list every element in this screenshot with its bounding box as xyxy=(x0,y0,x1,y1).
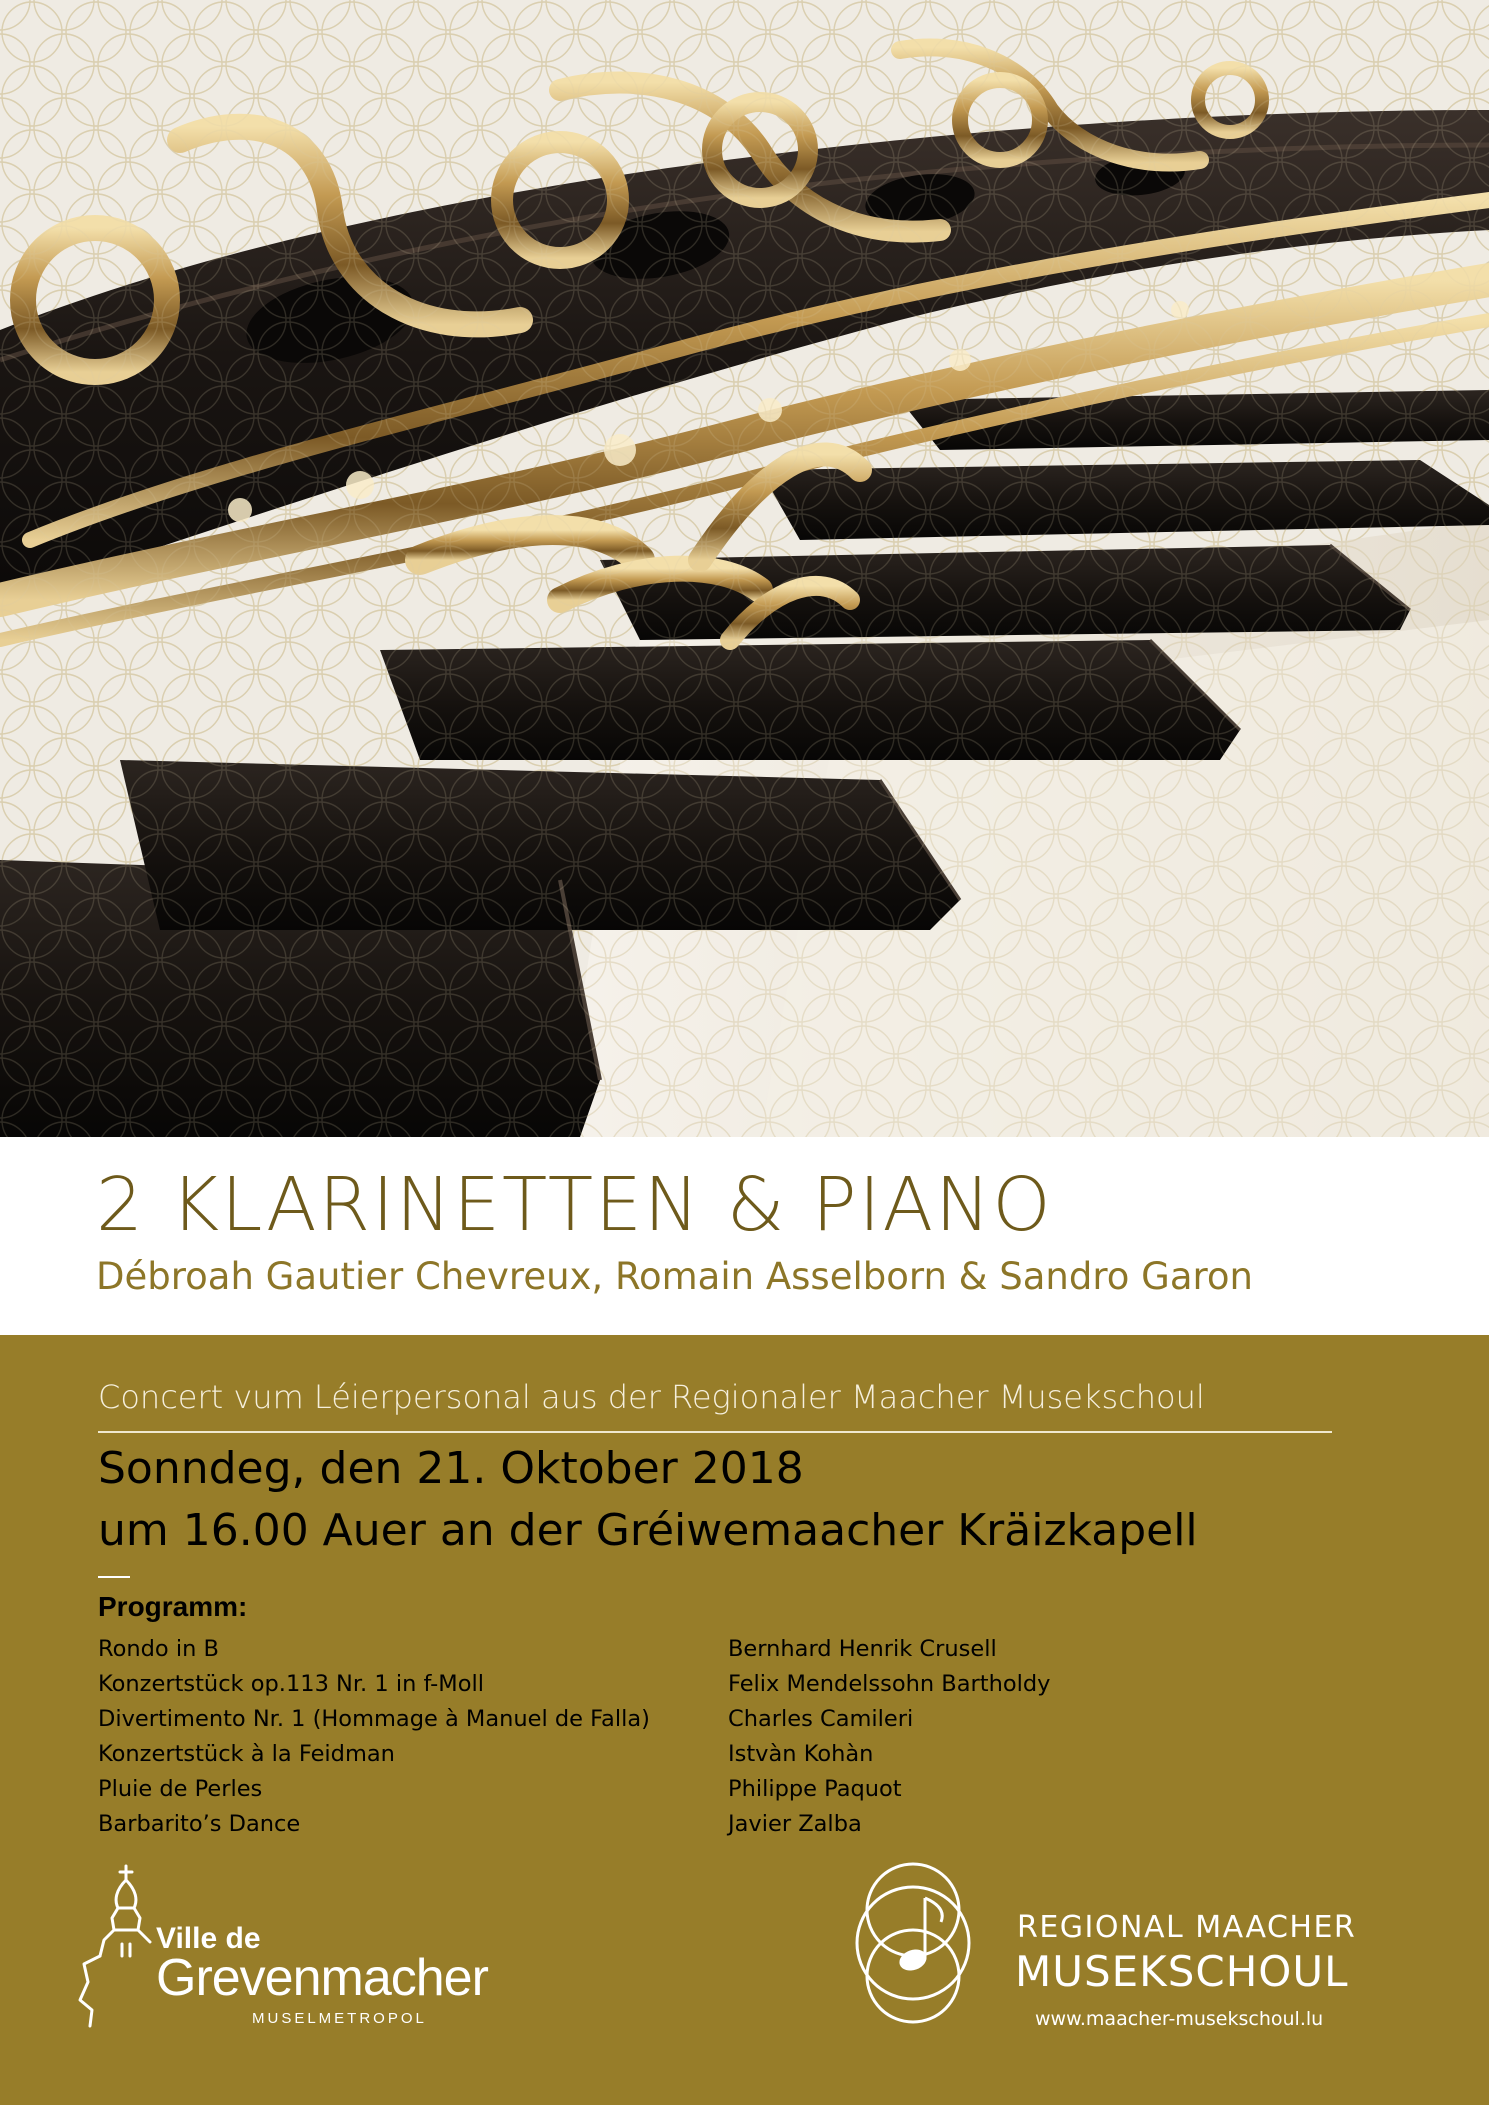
town-logo-name: Grevenmacher xyxy=(156,1949,488,2007)
program-piece: Barbarito’s Dance xyxy=(98,1811,301,1837)
program-piece: Konzertstück à la Feidman xyxy=(98,1741,395,1767)
school-logo-line1: REGIONAL MAACHER xyxy=(1017,1910,1357,1945)
concert-time-venue: um 16.00 Auer an der Gréiwemaacher Kräizkapell xyxy=(98,1505,1198,1556)
divider-rule xyxy=(98,1431,1332,1433)
program-piece: Rondo in B xyxy=(98,1636,219,1662)
program-composer: Bernhard Henrik Crusell xyxy=(728,1636,997,1662)
program-pieces-list xyxy=(98,1632,650,1842)
program-heading: Programm: xyxy=(98,1591,248,1622)
school-logo-line2: MUSEKSCHOUL xyxy=(1015,1947,1349,1996)
concert-date: Sonndeg, den 21. Oktober 2018 xyxy=(98,1443,804,1494)
school-website-link[interactable]: www.maacher-musekschoul.lu xyxy=(1035,2008,1324,2030)
performers-line: Débroah Gautier Chevreux, Romain Asselborn & Sandro Garon xyxy=(96,1255,1253,1298)
concert-title: 2 KLARINETTEN & PIANO xyxy=(96,1162,1053,1248)
program-composer: Felix Mendelssohn Bartholdy xyxy=(728,1671,1051,1697)
grevenmacher-logo xyxy=(78,1860,508,2030)
concert-subtitle: Concert vum Léierpersonal aus der Regionaler Maacher Musekschoul xyxy=(98,1378,1205,1416)
program-composer: Charles Camileri xyxy=(728,1706,914,1732)
short-divider xyxy=(98,1576,130,1578)
music-note-circles-icon xyxy=(855,1858,985,2038)
musekschoul-logo xyxy=(855,1858,1415,2038)
program-composer: Javier Zalba xyxy=(728,1811,862,1837)
program-composer: Philippe Paquot xyxy=(728,1776,902,1802)
program-composer: Istvàn Kohàn xyxy=(728,1741,874,1767)
program-piece: Pluie de Perles xyxy=(98,1776,263,1802)
program-composers-list xyxy=(728,1632,1050,1842)
program-piece: Konzertstück op.113 Nr. 1 in f-Moll xyxy=(98,1671,484,1697)
program-piece: Divertimento Nr. 1 (Hommage à Manuel de Falla) xyxy=(98,1706,650,1732)
town-logo-ville: Ville de xyxy=(156,1922,261,1955)
town-logo-tagline: MUSELMETROPOL xyxy=(252,2010,427,2027)
